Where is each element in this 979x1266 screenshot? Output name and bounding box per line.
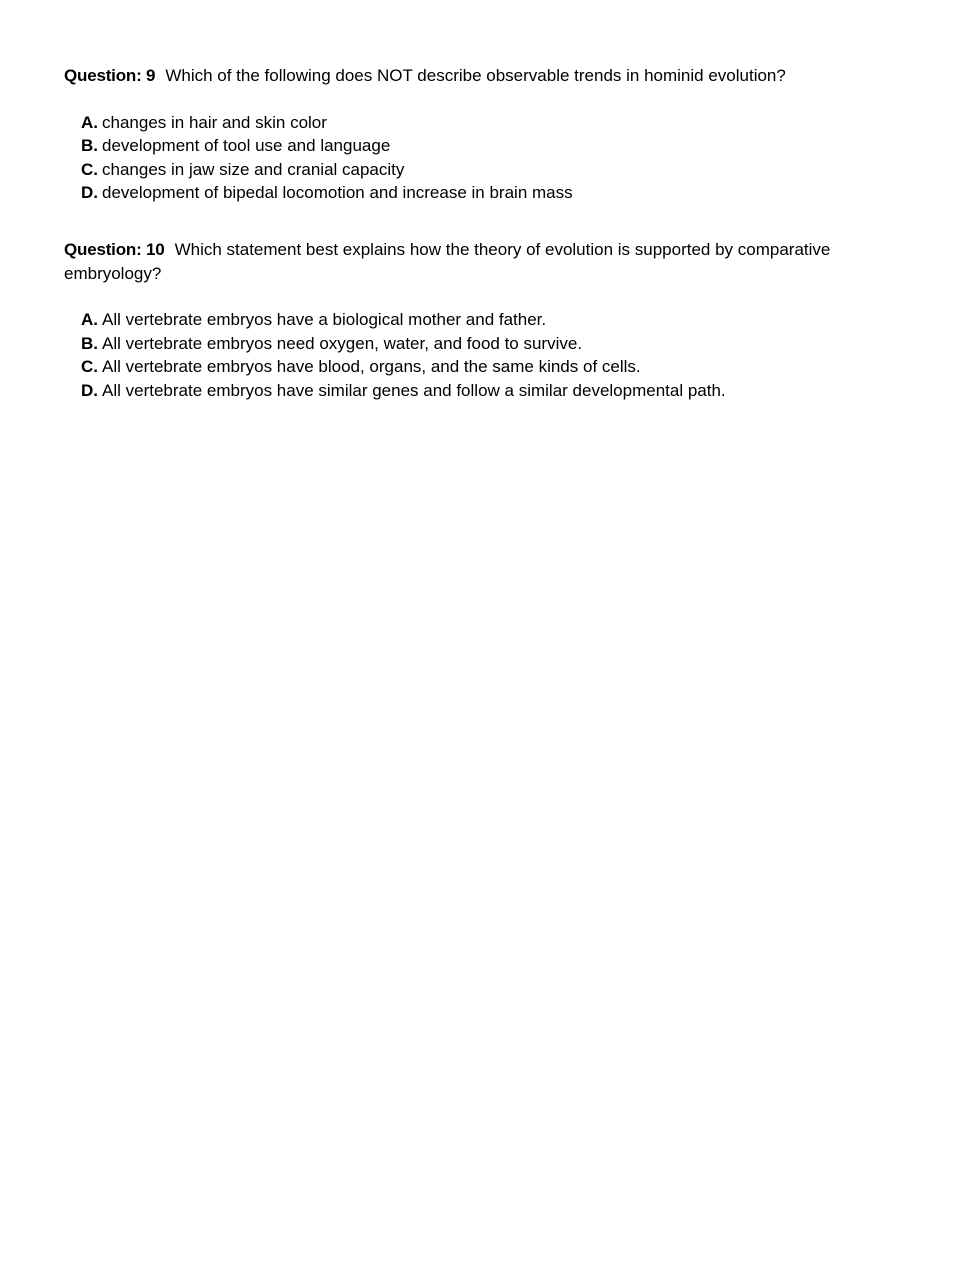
question-stem <box>64 238 884 285</box>
question-stem <box>64 64 884 88</box>
choice-letter: D. <box>81 380 98 400</box>
choice-text: All vertebrate embryos have similar genes and follow a similar developmental path. <box>102 380 726 400</box>
choice-letter: A. <box>81 310 98 329</box>
answer-choice-c[interactable] <box>81 355 884 379</box>
question-label: Question: 9 <box>64 66 156 85</box>
choice-text: All vertebrate embryos need oxygen, water, and food to survive. <box>102 333 583 353</box>
choice-letter: D. <box>81 183 98 202</box>
answer-choice-b[interactable] <box>81 134 884 158</box>
answer-choice-a[interactable] <box>81 308 884 332</box>
answer-choice-a[interactable] <box>81 111 884 135</box>
answer-choice-d[interactable] <box>81 379 884 403</box>
choice-letter: C. <box>81 357 98 376</box>
question-label: Question: 10 <box>64 240 165 259</box>
choice-text: development of tool use and language <box>102 136 391 155</box>
question-text: Which of the following does NOT describe observable trends in hominid evolution? <box>165 66 786 85</box>
choice-text: development of bipedal locomotion and increase in brain mass <box>102 183 573 202</box>
choice-letter: C. <box>81 159 98 179</box>
choice-letter: A. <box>81 112 98 132</box>
choice-text: changes in hair and skin color <box>102 112 327 132</box>
choice-text: All vertebrate embryos have blood, organs, and the same kinds of cells. <box>102 357 641 376</box>
answer-choice-b[interactable] <box>81 332 884 356</box>
question-text: Which statement best explains how the theory of evolution is supported by comparative embryology? <box>64 240 831 283</box>
answer-choices <box>64 111 884 205</box>
question-10 <box>64 238 884 402</box>
question-9 <box>64 64 884 205</box>
answer-choice-d[interactable] <box>81 181 884 205</box>
choice-letter: B. <box>81 136 98 155</box>
choice-text: All vertebrate embryos have a biological mother and father. <box>102 310 547 329</box>
answer-choices <box>64 308 884 402</box>
choice-letter: B. <box>81 333 98 353</box>
choice-text: changes in jaw size and cranial capacity <box>102 159 405 179</box>
answer-choice-c[interactable] <box>81 158 884 182</box>
